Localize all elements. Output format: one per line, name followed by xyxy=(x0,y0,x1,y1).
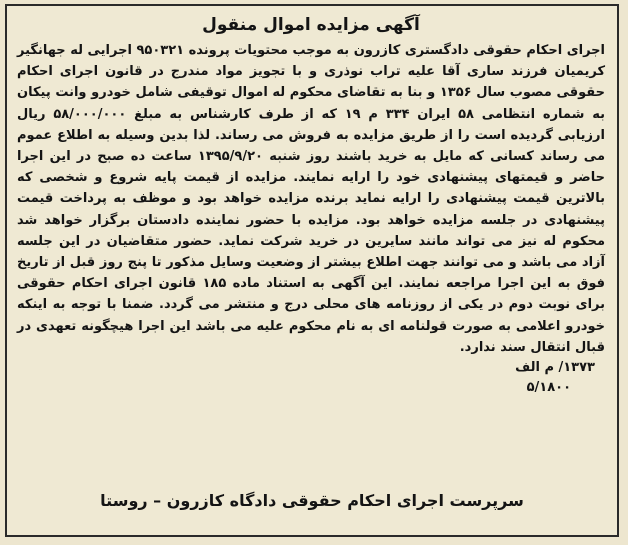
reference-number: ۱۳۷۳/ م الف xyxy=(515,360,595,376)
notice-content xyxy=(17,10,605,398)
price-code: ۵/۱۸۰۰ xyxy=(526,380,571,396)
notice-title: آگهی مزایده اموال منقول xyxy=(202,15,420,35)
notice-frame xyxy=(5,4,619,537)
signature-line: سرپرست اجرای احکام حقوقی دادگاه کازرون – روستا xyxy=(100,491,524,510)
notice-body: اجرای احکام حقوقی دادگستری کازرون به موجب محتویات پرونده ۹۵۰۳۲۱ اجرایی له جهانگیر کریمیان فرزند ساری آقا علیه تراب نوذری و با تجویز مواد مندرج در قانون اجرای احکام حقوقی مصوب سال ۱۳۵۶ و بنا به تقاضای محکوم له اموال توقیفی شامل خودرو وانت پیکان به شماره انتظامی ۵۸ ایران ۳۳۴ م ۱۹ که از طرف کارشناس به مبلغ ۵۸/۰۰۰/۰۰۰ ریال ارزیابی گردیده است را از طریق مزایده به فروش می رساند. لذا بدین وسیله به اطلاع عموم می رساند کسانی که مایل به خرید باشند روز شنبه ۱۳۹۵/۹/۲۰ ساعت ده صبح در این اجرا حاضر و قیمتهای پیشنهادی خود را ارایه نمایند. مزایده از قیمت پایه شروع و شخصی که بالاترین قیمت پیشنهادی را ارایه نماید برنده مزایده خواهد بود و موظف به پرداخت قیمت پیشنهادی در جلسه مزایده خواهد بود. مزایده با حضور نماینده دادستان برگزار خواهد شد محکوم له نیز می تواند مانند سایرین در خرید شرکت نماید. حضور متقاضیان در این جلسه آزاد می باشد و می توانند جهت اطلاع بیشتر از وضعیت وسایل مذکور تا پنج روز قبل از تاریخ فوق به این اجرا مراجعه نمایند. این آگهی به استناد ماده ۱۸۵ قانون اجرای احکام حقوقی برای نوبت دوم در یکی از روزنامه های محلی درج و منتشر می گردد. ضمنا با توجه به اینکه خودرو اعلامی به صورت قولنامه ای به نام محکوم علیه می باشد این اجرا هیچگونه تعهدی در قبال انتقال سند ندارد. xyxy=(17,43,606,355)
reference-block xyxy=(17,358,605,398)
